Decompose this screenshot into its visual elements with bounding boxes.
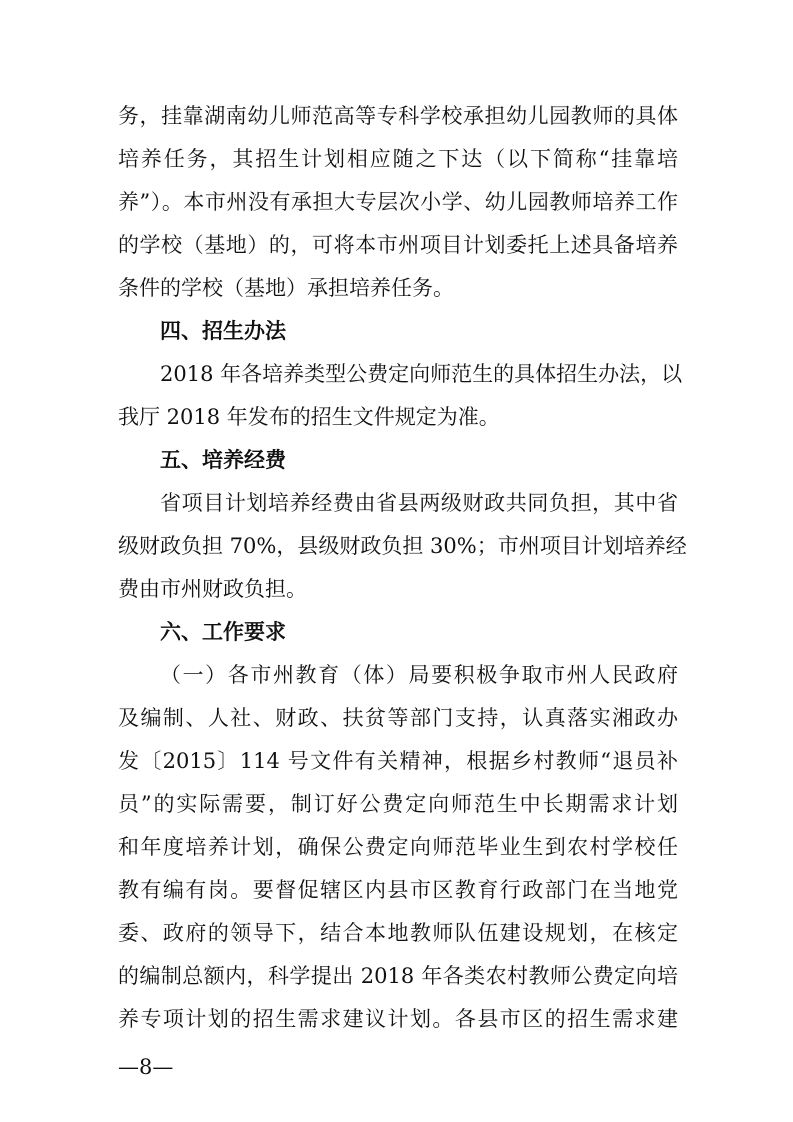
body-text-line: 务，挂靠湖南幼儿师范高等专科学校承担幼儿园教师的具体: [118, 104, 678, 128]
body-text-line: 的编制总额内，科学提出 2018 年各类农村教师公费定向培: [118, 964, 678, 988]
page-number: —8—: [118, 1055, 174, 1079]
body-text-line: 费由市州财政负担。: [118, 577, 307, 601]
body-text-line: 培养任务，其招生计划相应随之下达（以下简称“挂靠培: [118, 147, 678, 171]
section-heading-funding: 五、培养经费: [160, 448, 286, 472]
body-text-line: 我厅 2018 年发布的招生文件规定为准。: [118, 405, 500, 429]
body-text-line: 条件的学校（基地）承担培养任务。: [118, 276, 454, 300]
body-text-line: 养”）。本市州没有承担大专层次小学、幼儿园教师培养工作: [118, 190, 678, 214]
body-text-line: 员”的实际需要，制订好公费定向师范生中长期需求计划: [118, 792, 678, 816]
body-text-line: 委、政府的领导下，结合本地教师队伍建设规划，在核定: [118, 921, 678, 945]
body-text-line: 2018 年各培养类型公费定向师范生的具体招生办法，以: [160, 362, 683, 386]
body-text-line: 省项目计划培养经费由省县两级财政共同负担，其中省: [160, 491, 678, 515]
section-heading-enrollment: 四、招生办法: [160, 319, 286, 343]
body-text-line: 的学校（基地）的，可将本市州项目计划委托上述具备培养: [118, 233, 678, 257]
body-text-line: 级财政负担 70%，县级财政负担 30%；市州项目计划培养经: [118, 534, 687, 558]
body-text-line: （一）各市州教育（体）局要积极争取市州人民政府: [160, 663, 678, 687]
body-text-line: 和年度培养计划，确保公费定向师范毕业生到农村学校任: [118, 835, 678, 859]
section-heading-requirements: 六、工作要求: [160, 620, 286, 644]
body-text-line: 及编制、人社、财政、扶贫等部门支持，认真落实湘政办: [118, 706, 678, 730]
body-text-line: 发〔2015〕114 号文件有关精神，根据乡村教师“退员补: [118, 749, 678, 773]
body-text-line: 教有编有岗。要督促辖区内县市区教育行政部门在当地党: [118, 878, 678, 902]
body-text-line: 养专项计划的招生需求建议计划。各县市区的招生需求建: [118, 1007, 678, 1031]
